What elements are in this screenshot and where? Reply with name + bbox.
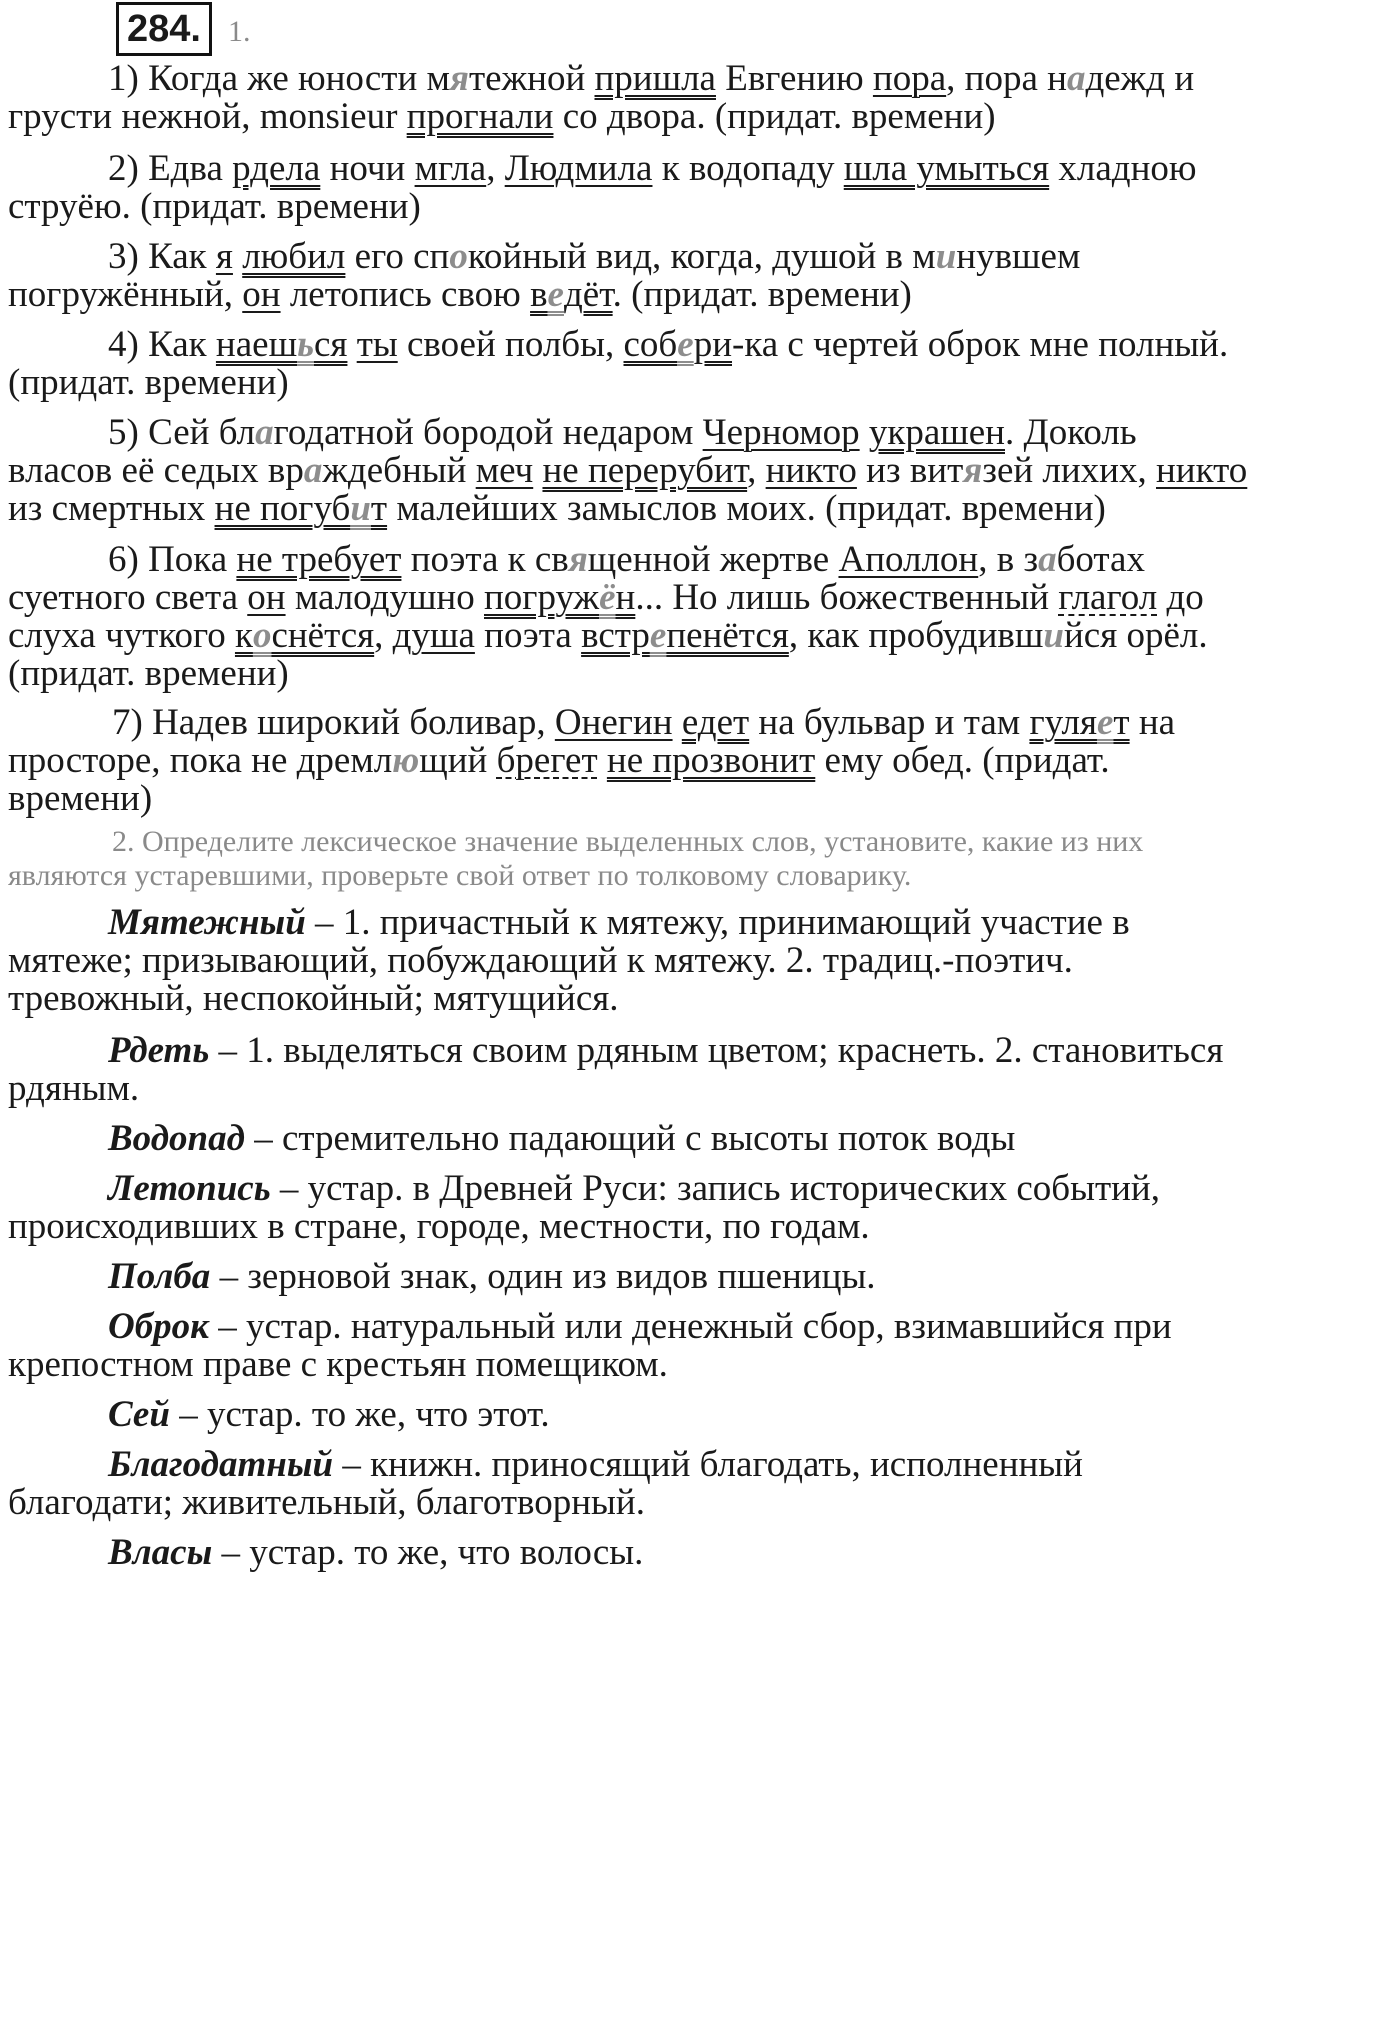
marked-text: Людмила [504,148,653,189]
marked-text: – устар. [212,1532,345,1573]
marked-text: о [449,236,468,277]
marked-text: мгла [414,148,487,189]
text-run: койный вид, когда, душой в м [467,236,936,277]
marked-text: е [1096,702,1114,743]
marked-text: боливар [409,702,537,743]
text-run: приносящий благодать, исполненный [482,1444,1083,1485]
text-run: свою [431,274,531,315]
marked-text: Аполлон [838,539,979,580]
text-run: , [1137,450,1156,491]
text-run: . Доколь [1005,412,1137,453]
marked-text: душа [392,615,475,656]
marked-text: наеш [215,324,298,365]
sentence-7-line [8,776,152,822]
marked-text: традиц.-поэтич. [822,940,1073,981]
definition-term: Летопись [108,1168,271,1209]
marked-text: пришла [594,58,716,99]
marked-text: снётся [271,615,375,656]
text-run: , как пробудивш [788,615,1044,656]
definition-term: Благодатный [108,1444,334,1485]
text-run: мятеже; призывающий, побуждающий к мятежу. 2. [8,940,823,981]
text-run: погружённый, [8,274,243,315]
marked-text: ю [392,740,420,781]
marked-text: а [255,412,274,453]
definition-line [8,1480,645,1526]
text-run: мне полный. [1020,324,1229,365]
marked-text: любил [242,236,346,277]
marked-text: лихих [1042,450,1138,491]
text-run: благодати; живительный, благотворный. [8,1482,645,1523]
text-run: поэта к св [401,539,569,580]
marked-text: он [242,274,281,315]
text-run: , пора н [946,58,1067,99]
marked-text: ь [297,324,314,365]
text-run [281,274,290,315]
text-run: . (придат. времени) [612,274,912,315]
definition-term: Власы [108,1532,213,1573]
marked-text: я [963,450,983,491]
marked-text: дёт [563,274,613,315]
sentence-6-line [8,651,289,697]
text-run [598,740,607,781]
text-run: из вит [856,450,964,491]
marked-text: пенётся [666,615,789,656]
text-run [347,324,356,365]
text-run: зей [982,450,1043,491]
text-run: тревожный, неспокойный; мятущийся. [8,978,619,1019]
text-run: 4) Как [108,324,216,365]
marked-text: глагол [1058,577,1158,618]
marked-text: никто [1156,450,1248,491]
marked-text: не погуб [214,488,351,529]
marked-text: не требует [236,539,402,580]
text-run: 1) Когда же юности м [108,58,450,99]
definition-line [108,1028,1223,1074]
marked-text: и [935,236,957,277]
definition-line [8,976,619,1022]
text-run: ждебный [322,450,476,491]
text-run: 7) Надев широкий [112,702,410,743]
text-run: , [536,702,555,743]
text-run: нувшем [956,236,1081,277]
text-run: ... Но лишь божественный [635,577,1059,618]
marked-text: соб [623,324,678,365]
marked-text: – 1. причастный к мятежу, принимающий участие в [305,902,1130,943]
text-run: малейших замыслов моих. (придат. времени) [387,488,1106,529]
marked-text: меч [475,450,534,491]
sentence-5-line [8,486,1106,532]
sentence-1-line [8,94,996,140]
marked-text: не перерубит [542,450,748,491]
marked-text: брегет [496,740,598,781]
marked-text: о [252,615,272,656]
text-run: просторе, пока не дремл [8,740,393,781]
marked-text: я [568,539,588,580]
marked-text: и [350,488,371,529]
definition-line [108,1392,550,1438]
text-run: ботах [1056,539,1145,580]
marked-text: я [215,236,233,277]
marked-text: Черномор [702,412,860,453]
marked-text: т [370,488,388,529]
marked-text: – устар. [169,1394,303,1435]
definition-line [8,1204,870,1250]
text-run: . [634,1532,644,1573]
marked-text: гуля [1029,702,1097,743]
text-run: – стремительно падающий с высоты поток воды [244,1118,1016,1159]
task2-instruction-line: 2. Определите лексическое значение выделенных слов, установите, какие из них [112,825,1144,858]
marked-text: ё [599,577,616,618]
marked-text: шла умыться [843,148,1050,189]
text-run: 3) Как [108,236,216,277]
text-run: -ка с чертей [732,324,928,365]
text-run: щенной жертве [587,539,839,580]
marked-text: – устар. [270,1168,404,1209]
definition-term: Сей [108,1394,170,1435]
text-run: (придат. времени) [8,653,289,694]
definition-term: Оброк [108,1306,209,1347]
marked-text: к [234,615,253,656]
sentence-4-line [8,360,289,406]
text-run [673,702,682,743]
text-run: , [486,148,505,189]
definition-line [8,1342,668,1388]
definition-line [108,1116,1015,1162]
marked-text: – устар. [208,1306,342,1347]
text-run: натуральный или денежный сбор, взимавшийся при [341,1306,1172,1347]
definition-term: Водопад [108,1118,245,1159]
text-run: со двора. (придат. времени) [553,96,996,137]
text-run: , в з [978,539,1039,580]
marked-text: хладною [1058,148,1197,189]
marked-text: а [303,450,323,491]
marked-text: пора [872,58,947,99]
marked-text: е [547,274,564,315]
text-run: её седых вр [112,450,304,491]
definition-term: Полба [108,1256,211,1297]
text-run: Евгению [715,58,873,99]
text-run: . [540,1394,550,1435]
marked-text: не прозвонит [606,740,816,781]
text-run: дежд и [1085,58,1195,99]
text-run: щий [419,740,497,781]
text-run: слуха чуткого [8,615,235,656]
marked-text: погруж [484,577,600,618]
marked-text: едет [681,702,750,743]
text-run: 6) Пока [108,539,237,580]
text-run: йся орёл. [1063,615,1208,656]
text-run: бл [209,412,256,453]
marked-text: власов [8,450,113,491]
marked-text: е [649,615,667,656]
text-run: ночи [320,148,415,189]
marked-text: Сей [148,412,210,453]
text-run: , [747,450,766,491]
marked-text: н [615,577,636,618]
sentence-2-line [8,184,421,230]
text-run: поэта [474,615,582,656]
text-run: грусти нежной, monsieur [8,96,407,137]
text-run: – 1. выделяться своим рдяным цветом; краснеть. 2. становиться [209,1030,1224,1071]
definition-line [8,1066,139,1112]
exercise-number-box: 284. [116,2,212,56]
marked-text: т [1113,702,1130,743]
text-run: его сп [345,236,450,277]
marked-text: прогнали [406,96,554,137]
marked-text: а [1038,539,1057,580]
text-run: происходивших в стране, городе, местности, по годам. [8,1206,870,1247]
marked-text: летопись [289,274,432,315]
marked-text: е [677,324,694,365]
marked-text: – книжн. [333,1444,483,1485]
text-run: 5) [108,412,149,453]
task2-instruction-line: являются устаревшими, проверьте свой ответ по толковому словарику. [8,859,912,892]
marked-text: в [530,274,548,315]
marked-text: и [1043,615,1064,656]
sentence-7-line [8,738,1110,784]
text-run: на [1129,702,1176,743]
text-run: в Древней Руси: запись исторических событий, [403,1168,1160,1209]
definition-line [108,1254,876,1300]
marked-text: я [449,58,469,99]
text-run: на бульвар и там [749,702,1030,743]
text-run: ему обед. (придат. [815,740,1110,781]
marked-text: встр [581,615,650,656]
text-run: – зерновой знак, один из видов пшеницы. [210,1256,876,1297]
text-run: из смертных [8,488,215,529]
marked-text: оброк [927,324,1021,365]
marked-text: украшен [868,412,1005,453]
sentence-3-line [8,272,912,318]
text-run: 2) Едва [108,148,233,189]
definition-line [108,1530,643,1576]
text-run: (придат. времени) [8,362,289,403]
text-run: малодушно [285,577,484,618]
text-run: то же, что [302,1394,478,1435]
marked-text: ри [693,324,732,365]
marked-text: ты [356,324,398,365]
marked-text: этот [477,1394,541,1435]
marked-text: рдела [232,148,321,189]
marked-text: он [247,577,286,618]
marked-text: ся [313,324,348,365]
marked-text: волосы [519,1532,635,1573]
text-run [233,236,242,277]
text-run: , [374,615,393,656]
text-run: суетного света [8,577,248,618]
text-run [860,412,869,453]
text-run: тежной [468,58,595,99]
definition-term: Рдеть [108,1030,210,1071]
marked-text: а [1066,58,1086,99]
text-run: своей полбы, [397,324,624,365]
text-run: к водопаду [652,148,844,189]
definition-term: Мятежный [108,902,306,943]
text-run: времени) [8,778,153,819]
text-run: то же, что [344,1532,520,1573]
text-run: до [1157,577,1204,618]
text-run: крепостном праве с крестьян помещиком. [8,1344,668,1385]
text-run: струёю. (придат. времени) [8,186,421,227]
marked-text: никто [765,450,857,491]
marked-text: Онегин [554,702,673,743]
text-run: годатной бородой недаром [273,412,703,453]
text-run: рдяным. [8,1068,140,1109]
exercise-part-label: 1. [228,15,251,48]
